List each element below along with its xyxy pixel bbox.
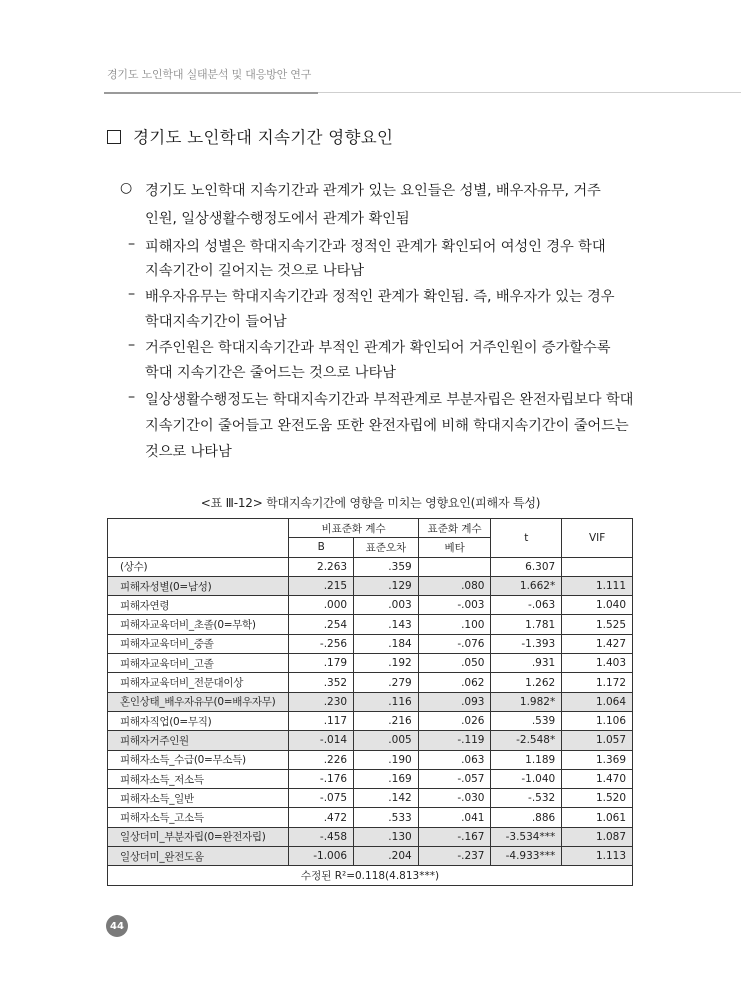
header-beta: 베타 bbox=[418, 538, 491, 557]
cell-b: -.075 bbox=[289, 789, 354, 808]
cell-se: .005 bbox=[354, 731, 419, 750]
row-label: 피해자직업(0=무직) bbox=[108, 711, 289, 730]
cell-se: .116 bbox=[354, 692, 419, 711]
cell-se: .129 bbox=[354, 576, 419, 595]
cell-beta: .080 bbox=[418, 576, 491, 595]
cell-vif: 1.040 bbox=[562, 596, 633, 615]
cell-beta: .093 bbox=[418, 692, 491, 711]
header-rule-light bbox=[318, 92, 741, 93]
cell-t: -.532 bbox=[491, 789, 562, 808]
dash-bullet-icon: – bbox=[128, 337, 136, 353]
cell-vif: 1.087 bbox=[562, 827, 633, 846]
cell-vif: 1.057 bbox=[562, 731, 633, 750]
cell-se: .184 bbox=[354, 634, 419, 653]
table-row bbox=[108, 808, 633, 827]
cell-b: .000 bbox=[289, 596, 354, 615]
table-row bbox=[108, 654, 633, 673]
cell-se: .533 bbox=[354, 808, 419, 827]
cell-t: -1.040 bbox=[491, 769, 562, 788]
row-label: 피해자거주인원 bbox=[108, 731, 289, 750]
sub-point-3-line-1: 거주인원은 학대지속기간과 부적인 관계가 확인되어 거주인원이 증가할수록 bbox=[145, 340, 611, 356]
cell-beta: -.237 bbox=[418, 847, 491, 866]
row-label: 피해자성별(0=남성) bbox=[108, 576, 289, 595]
cell-se: .169 bbox=[354, 769, 419, 788]
circle-bullet-icon: ○ bbox=[120, 180, 133, 196]
cell-vif bbox=[562, 557, 633, 576]
cell-beta: .050 bbox=[418, 654, 491, 673]
cell-t: -3.534*** bbox=[491, 827, 562, 846]
sub-point-1-line-2: 지속기간이 길어지는 것으로 나타남 bbox=[145, 263, 364, 279]
cell-se: .003 bbox=[354, 596, 419, 615]
cell-beta: .041 bbox=[418, 808, 491, 827]
cell-t: -1.393 bbox=[491, 634, 562, 653]
cell-beta: .026 bbox=[418, 711, 491, 730]
table-row bbox=[108, 576, 633, 595]
cell-se: .190 bbox=[354, 750, 419, 769]
main-point-line-1: 경기도 노인학대 지속기간과 관계가 있는 요인들은 성별, 배우자유무, 거주 bbox=[145, 183, 601, 199]
table-row bbox=[108, 750, 633, 769]
table-row bbox=[108, 615, 633, 634]
cell-se: .143 bbox=[354, 615, 419, 634]
cell-t: -2.548* bbox=[491, 731, 562, 750]
row-label: 피해자교육더비_초졸(0=무학) bbox=[108, 615, 289, 634]
cell-b: .215 bbox=[289, 576, 354, 595]
cell-se: .359 bbox=[354, 557, 419, 576]
header-t: t bbox=[491, 519, 562, 558]
cell-t: 1.262 bbox=[491, 673, 562, 692]
row-label: 피해자소득_저소득 bbox=[108, 769, 289, 788]
sub-point-4-line-1: 일상생활수행정도는 학대지속기간과 부적관계로 부분자립은 완전자립보다 학대 bbox=[145, 392, 634, 408]
row-label: 피해자교육더비_고졸 bbox=[108, 654, 289, 673]
sub-point-3-line-2: 학대 지속기간은 줄어드는 것으로 나타남 bbox=[145, 365, 396, 381]
cell-beta: .062 bbox=[418, 673, 491, 692]
cell-t: 6.307 bbox=[491, 557, 562, 576]
table-row bbox=[108, 692, 633, 711]
header-rule-dark bbox=[104, 92, 318, 94]
cell-b: .472 bbox=[289, 808, 354, 827]
cell-t: -.063 bbox=[491, 596, 562, 615]
cell-b: -.458 bbox=[289, 827, 354, 846]
cell-t: .931 bbox=[491, 654, 562, 673]
cell-vif: 1.061 bbox=[562, 808, 633, 827]
sub-point-4-line-3: 것으로 나타남 bbox=[145, 444, 232, 460]
cell-vif: 1.427 bbox=[562, 634, 633, 653]
row-label: (상수) bbox=[108, 557, 289, 576]
cell-beta: -.119 bbox=[418, 731, 491, 750]
cell-b: -.176 bbox=[289, 769, 354, 788]
table-body bbox=[108, 557, 633, 866]
cell-b: .230 bbox=[289, 692, 354, 711]
adjusted-r2: 수정된 R²=0.118(4.813***) bbox=[300, 870, 440, 883]
cell-b: .226 bbox=[289, 750, 354, 769]
table-footer bbox=[108, 866, 633, 886]
cell-b: .117 bbox=[289, 711, 354, 730]
cell-b: 2.263 bbox=[289, 557, 354, 576]
cell-t: .886 bbox=[491, 808, 562, 827]
cell-b: -1.006 bbox=[289, 847, 354, 866]
row-label: 혼인상태_배우자유무(0=배우자무) bbox=[108, 692, 289, 711]
cell-vif: 1.064 bbox=[562, 692, 633, 711]
table-row bbox=[108, 596, 633, 615]
table-row bbox=[108, 827, 633, 846]
cell-b: .254 bbox=[289, 615, 354, 634]
cell-vif: 1.520 bbox=[562, 789, 633, 808]
cell-se: .216 bbox=[354, 711, 419, 730]
cell-t: 1.662* bbox=[491, 576, 562, 595]
table-row bbox=[108, 711, 633, 730]
row-label: 피해자교육더비_전문대이상 bbox=[108, 673, 289, 692]
table-row bbox=[108, 731, 633, 750]
sub-point-2-line-2: 학대지속기간이 들어남 bbox=[145, 314, 287, 330]
cell-vif: 1.106 bbox=[562, 711, 633, 730]
cell-vif: 1.113 bbox=[562, 847, 633, 866]
cell-beta: -.057 bbox=[418, 769, 491, 788]
cell-b: -.256 bbox=[289, 634, 354, 653]
cell-beta: .063 bbox=[418, 750, 491, 769]
table-row bbox=[108, 557, 633, 576]
main-point-line-2: 인원, 일상생활수행정도에서 관계가 확인됨 bbox=[145, 211, 410, 227]
row-label: 피해자연령 bbox=[108, 596, 289, 615]
regression-table bbox=[107, 518, 633, 886]
row-label: 피해자소득_일반 bbox=[108, 789, 289, 808]
cell-se: .192 bbox=[354, 654, 419, 673]
dash-bullet-icon: – bbox=[128, 286, 136, 302]
table-row bbox=[108, 673, 633, 692]
cell-vif: 1.172 bbox=[562, 673, 633, 692]
row-label: 피해자소득_고소득 bbox=[108, 808, 289, 827]
square-bullet-icon bbox=[107, 130, 121, 144]
cell-b: -.014 bbox=[289, 731, 354, 750]
sub-point-1-line-1: 피해자의 성별은 학대지속기간과 정적인 관계가 확인되어 여성인 경우 학대 bbox=[145, 239, 606, 255]
cell-vif: 1.470 bbox=[562, 769, 633, 788]
cell-beta: -.167 bbox=[418, 827, 491, 846]
header-variable bbox=[108, 519, 289, 558]
section-title-text: 경기도 노인학대 지속기간 영향요인 bbox=[133, 128, 394, 147]
cell-t: 1.781 bbox=[491, 615, 562, 634]
dash-bullet-icon: – bbox=[128, 389, 136, 405]
header-b: B bbox=[289, 538, 354, 557]
cell-t: .539 bbox=[491, 711, 562, 730]
page-number-badge: 44 bbox=[106, 915, 128, 937]
cell-vif: 1.525 bbox=[562, 615, 633, 634]
cell-se: .279 bbox=[354, 673, 419, 692]
cell-se: .204 bbox=[354, 847, 419, 866]
header-unstandardized: 비표준화 계수 bbox=[289, 519, 418, 538]
row-label: 피해자교육더비_중졸 bbox=[108, 634, 289, 653]
cell-vif: 1.403 bbox=[562, 654, 633, 673]
row-label: 피해자소득_수급(0=무소득) bbox=[108, 750, 289, 769]
running-head: 경기도 노인학대 실태분석 및 대응방안 연구 bbox=[107, 68, 312, 81]
section-title bbox=[107, 124, 393, 148]
cell-t: -4.933*** bbox=[491, 847, 562, 866]
table-row bbox=[108, 769, 633, 788]
cell-beta: .100 bbox=[418, 615, 491, 634]
table-row bbox=[108, 847, 633, 866]
header-standardized: 표준화 계수 bbox=[418, 519, 491, 538]
dash-bullet-icon: – bbox=[128, 236, 136, 252]
table-caption: <표 Ⅲ-12> 학대지속기간에 영향을 미치는 영향요인(피해자 특성) bbox=[200, 496, 541, 510]
row-label: 일상더미_부분자립(0=완전자립) bbox=[108, 827, 289, 846]
sub-point-4-line-2: 지속기간이 줄어들고 완전도움 또한 완전자립에 비해 학대지속기간이 줄어드는 bbox=[145, 418, 629, 434]
header-se: 표준오차 bbox=[354, 538, 419, 557]
sub-point-2-line-1: 배우자유무는 학대지속기간과 정적인 관계가 확인됨. 즉, 배우자가 있는 경우 bbox=[145, 289, 615, 305]
cell-vif: 1.369 bbox=[562, 750, 633, 769]
header-vif: VIF bbox=[562, 519, 633, 558]
cell-beta: -.076 bbox=[418, 634, 491, 653]
cell-b: .179 bbox=[289, 654, 354, 673]
cell-se: .142 bbox=[354, 789, 419, 808]
cell-beta: -.003 bbox=[418, 596, 491, 615]
table-row bbox=[108, 789, 633, 808]
cell-t: 1.982* bbox=[491, 692, 562, 711]
cell-beta: -.030 bbox=[418, 789, 491, 808]
table-row bbox=[108, 634, 633, 653]
row-label: 일상더미_완전도움 bbox=[108, 847, 289, 866]
cell-vif: 1.111 bbox=[562, 576, 633, 595]
cell-t: 1.189 bbox=[491, 750, 562, 769]
cell-beta bbox=[418, 557, 491, 576]
cell-b: .352 bbox=[289, 673, 354, 692]
cell-se: .130 bbox=[354, 827, 419, 846]
